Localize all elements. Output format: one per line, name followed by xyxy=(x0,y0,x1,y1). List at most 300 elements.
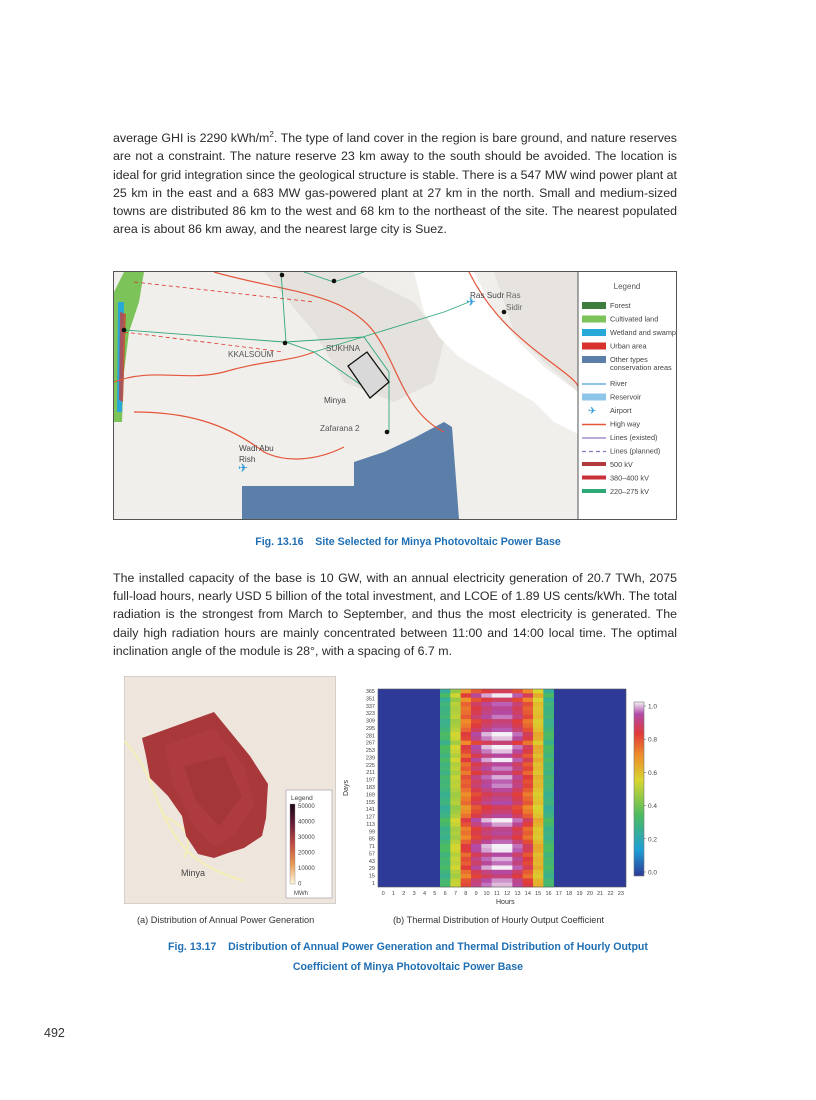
heatmap-cell xyxy=(471,719,482,724)
heatmap-cell xyxy=(461,762,472,767)
heatmap-cell xyxy=(543,801,554,806)
heatmap-cell xyxy=(440,792,451,797)
heatmap-cell xyxy=(440,831,451,836)
heatmap-cell xyxy=(543,689,554,694)
heatmap-x-tick: 2 xyxy=(402,891,406,897)
heatmap-cell xyxy=(512,831,523,836)
map-legend-item xyxy=(582,315,658,324)
heatmap-cell xyxy=(543,878,554,883)
heatmap-cell xyxy=(471,749,482,754)
heatmap-cell xyxy=(461,874,472,879)
heatmap-cell xyxy=(450,741,461,746)
heatmap-cell xyxy=(543,810,554,815)
heatmap-cell xyxy=(450,861,461,866)
heatmap-cell xyxy=(440,797,451,802)
heatmap-cell xyxy=(512,784,523,789)
heatmap-cell xyxy=(492,848,503,853)
heatmap-cell xyxy=(523,784,534,789)
heatmap-x-tick: 5 xyxy=(433,891,437,897)
heatmap-cell xyxy=(523,775,534,780)
heatmap-cell xyxy=(523,827,534,832)
heatmap-cell xyxy=(481,732,492,737)
gen-legend-title: Legend xyxy=(291,795,313,802)
heatmap-cell xyxy=(481,758,492,763)
heatmap-cell xyxy=(523,736,534,741)
gen-legend-tick: 10000 xyxy=(298,866,315,872)
heatmap-cell xyxy=(492,758,503,763)
heatmap-cell xyxy=(440,848,451,853)
heatmap-x-tick: 4 xyxy=(422,891,427,897)
heatmap-cell xyxy=(523,805,534,810)
heatmap-cell xyxy=(481,702,492,707)
heatmap-cell xyxy=(543,779,554,784)
heatmap-cell xyxy=(461,745,472,750)
heatmap-cell xyxy=(481,788,492,793)
heatmap-cell xyxy=(502,844,513,849)
gen-legend-unit: MWh xyxy=(294,891,308,897)
heatmap-cell xyxy=(461,771,472,776)
map-legend-title: Legend xyxy=(613,282,641,291)
heatmap-cell xyxy=(533,702,544,707)
heatmap-cell xyxy=(523,840,534,845)
heatmap-cell xyxy=(502,840,513,845)
legend-swatch xyxy=(582,476,606,480)
heatmap-cell xyxy=(481,818,492,823)
colorbar-tick: 0.6 xyxy=(648,769,658,777)
heatmap-cell xyxy=(440,749,451,754)
heatmap-cell xyxy=(461,719,472,724)
heatmap-cell xyxy=(543,865,554,870)
heatmap-cell xyxy=(533,758,544,763)
heatmap-cell xyxy=(492,801,503,806)
heatmap-y-tick: 197 xyxy=(365,777,375,784)
heatmap-cell xyxy=(440,745,451,750)
map-legend-item xyxy=(582,460,633,469)
heatmap-cell xyxy=(440,810,451,815)
gen-legend-tick: 30000 xyxy=(298,835,315,841)
heatmap-cell xyxy=(461,766,472,771)
heatmap-cell xyxy=(533,801,544,806)
heatmap-cell xyxy=(492,870,503,875)
heatmap-cell xyxy=(523,818,534,823)
heatmap-cell xyxy=(481,827,492,832)
heatmap-cell xyxy=(492,805,503,810)
heatmap-cell xyxy=(461,878,472,883)
heatmap-cell xyxy=(502,831,513,836)
heatmap-cell xyxy=(502,822,513,827)
heatmap-cell xyxy=(450,689,461,694)
heatmap-cell xyxy=(502,754,513,759)
heatmap-cell xyxy=(512,719,523,724)
heatmap-y-tick: 15 xyxy=(368,873,375,880)
heatmap-cell xyxy=(440,732,451,737)
heatmap-cell xyxy=(533,818,544,823)
heatmap-cell xyxy=(461,779,472,784)
heatmap-cell xyxy=(440,865,451,870)
heatmap-cell xyxy=(512,818,523,823)
heatmap-x-tick: 10 xyxy=(483,891,490,897)
heatmap-cell xyxy=(533,784,544,789)
heatmap-cell xyxy=(450,728,461,733)
label-ras: Ras xyxy=(506,291,521,300)
heatmap-cell xyxy=(512,788,523,793)
legend-swatch xyxy=(582,394,606,401)
heatmap-cell xyxy=(481,715,492,720)
heatmap-cell xyxy=(502,857,513,862)
airport-icon: ✈ xyxy=(588,406,597,417)
heatmap-x-tick: 20 xyxy=(586,891,593,897)
heatmap-cell xyxy=(502,788,513,793)
heatmap-cell xyxy=(461,693,472,698)
label-kkalsoum: KKALSOUM xyxy=(228,350,274,359)
heatmap-cell xyxy=(461,728,472,733)
heatmap-cell xyxy=(543,831,554,836)
heatmap-cell xyxy=(440,844,451,849)
heatmap-cell xyxy=(471,762,482,767)
heatmap-cell xyxy=(450,883,461,888)
heatmap-cell xyxy=(450,762,461,767)
heatmap-cell xyxy=(523,732,534,737)
heatmap-cell xyxy=(543,771,554,776)
heatmap-cell xyxy=(481,706,492,711)
heatmap-cell xyxy=(502,745,513,750)
heatmap-cell xyxy=(481,693,492,698)
heatmap-cell xyxy=(523,715,534,720)
heatmap-cell xyxy=(523,719,534,724)
heatmap-y-tick: 295 xyxy=(365,725,375,732)
heatmap-cell xyxy=(450,874,461,879)
heatmap-cell xyxy=(533,831,544,836)
heatmap-cell xyxy=(533,874,544,879)
heatmap-cell xyxy=(492,857,503,862)
heatmap-cells xyxy=(378,689,626,887)
heatmap-cell xyxy=(461,741,472,746)
heatmap-x-tick: 23 xyxy=(617,891,624,897)
heatmap-cell xyxy=(461,736,472,741)
heatmap-cell xyxy=(523,745,534,750)
heatmap-cell xyxy=(543,818,554,823)
heatmap-cell xyxy=(533,870,544,875)
figure-caption-13-16: Fig. 13.16 Site Selected for Minya Photovoltaic Power Base xyxy=(255,536,561,548)
heatmap-cell xyxy=(492,723,503,728)
heatmap-cell xyxy=(502,818,513,823)
site-map xyxy=(114,272,676,519)
heatmap-cell xyxy=(512,771,523,776)
legend-label: Wetland and swamp xyxy=(610,328,676,337)
heatmap-cell xyxy=(440,766,451,771)
heatmap-y-tick: 113 xyxy=(366,821,375,828)
heatmap-cell xyxy=(523,874,534,879)
heatmap-cell xyxy=(450,835,461,840)
heatmap-cell xyxy=(492,745,503,750)
heatmap-y-tick: 127 xyxy=(365,814,375,821)
heatmap-cell xyxy=(492,741,503,746)
heatmap-cell xyxy=(523,693,534,698)
heatmap-cell xyxy=(440,814,451,819)
heatmap-cell xyxy=(471,728,482,733)
legend-swatch xyxy=(582,343,606,350)
heatmap-cell xyxy=(481,754,492,759)
heatmap-cell xyxy=(461,758,472,763)
heatmap-cell xyxy=(543,861,554,866)
heatmap-cell xyxy=(481,831,492,836)
heatmap-cell xyxy=(543,728,554,733)
heatmap-cell xyxy=(533,840,544,845)
heatmap-cell xyxy=(502,848,513,853)
heatmap-cell xyxy=(512,827,523,832)
heatmap-cell xyxy=(512,715,523,720)
heatmap-cell xyxy=(492,827,503,832)
heatmap-cell xyxy=(523,801,534,806)
heatmap-cell xyxy=(440,835,451,840)
heatmap-cell xyxy=(481,865,492,870)
heatmap-cell xyxy=(543,883,554,888)
legend-label: Reservoir xyxy=(610,392,642,402)
body-paragraph-1: average GHI is 2290 kWh/$m^2$. The type of land cover in the region is bare ground, and nature reserves are not a constraint. The nature reserve 23 km away to the south should be avoided. The location is ideal for grid integration since the geological structure is stable. There is a 547 MW wind power plant at 25 km in the east and a 683 MW gas-powered plant at 27 km in the north. Small and medium-sized towns are distributed 86 km to the west and 68 km to the northeast of the site. The nearest populated area is about 86 km away, and the nearest large city is Suez. xyxy=(113,130,677,237)
heatmap-cell xyxy=(471,870,482,875)
heatmap-cell xyxy=(440,741,451,746)
heatmap-cell xyxy=(543,741,554,746)
heatmap-cell xyxy=(450,818,461,823)
heatmap-cell xyxy=(440,840,451,845)
heatmap-cell xyxy=(533,878,544,883)
heatmap-cell xyxy=(440,827,451,832)
heatmap-cell xyxy=(512,870,523,875)
heatmap-cell xyxy=(440,853,451,858)
heatmap-cell xyxy=(512,874,523,879)
heatmap-cell xyxy=(502,706,513,711)
heatmap-cell xyxy=(492,736,503,741)
superscript: 2 xyxy=(269,130,274,139)
heatmap-cell xyxy=(543,788,554,793)
heatmap-cell xyxy=(481,814,492,819)
heatmap-cell xyxy=(523,844,534,849)
heatmap-cell xyxy=(512,775,523,780)
heatmap-cell xyxy=(543,762,554,767)
heatmap-cell xyxy=(492,754,503,759)
heatmap-cell xyxy=(471,848,482,853)
heatmap-cell xyxy=(543,805,554,810)
label-wadi-2: Rish xyxy=(239,455,256,464)
heatmap-cell xyxy=(492,822,503,827)
heatmap-cell xyxy=(481,711,492,716)
heatmap-cell xyxy=(492,883,503,888)
heatmap-cell xyxy=(533,745,544,750)
heatmap-cell xyxy=(533,792,544,797)
heatmap-cell xyxy=(471,857,482,862)
heatmap-cell xyxy=(461,723,472,728)
heatmap-y-tick: 211 xyxy=(366,770,375,777)
legend-swatch xyxy=(582,489,606,493)
heatmap-cell xyxy=(492,711,503,716)
heatmap-cell xyxy=(533,835,544,840)
heatmap-cell xyxy=(471,766,482,771)
legend-label: Forest xyxy=(610,301,631,310)
legend-label: 500 kV xyxy=(610,460,633,469)
heatmap-cell xyxy=(471,810,482,815)
heatmap-cell xyxy=(440,801,451,806)
heatmap-cell xyxy=(450,766,461,771)
heatmap-cell xyxy=(543,702,554,707)
gen-legend-tick: 40000 xyxy=(298,819,315,826)
heatmap-cell xyxy=(502,758,513,763)
heatmap-cell xyxy=(450,715,461,720)
heatmap-cell xyxy=(512,814,523,819)
colorbar-tick: 0.0 xyxy=(648,869,658,877)
heatmap-y-tick: 85 xyxy=(368,836,375,843)
map-legend-item xyxy=(582,301,631,310)
heatmap-cell xyxy=(492,853,503,858)
heatmap-cell xyxy=(450,723,461,728)
heatmap-cell xyxy=(492,788,503,793)
heatmap-cell xyxy=(481,766,492,771)
heatmap-cell xyxy=(523,702,534,707)
heatmap-cell xyxy=(481,749,492,754)
heatmap-cell xyxy=(502,870,513,875)
label-wadi-1: Wadi Abu xyxy=(239,444,274,453)
heatmap-cell xyxy=(533,797,544,802)
heatmap-y-tick: 253 xyxy=(365,748,375,755)
annual-generation-panel xyxy=(124,676,336,904)
heatmap-cell xyxy=(502,689,513,694)
heatmap-cell xyxy=(471,784,482,789)
colorbar-tick: 0.2 xyxy=(648,836,658,844)
heatmap-cell xyxy=(543,715,554,720)
label-sukhna: SUKHNA xyxy=(326,344,361,353)
heatmap-cell xyxy=(512,857,523,862)
heatmap-cell xyxy=(523,749,534,754)
heatmap-cell xyxy=(502,797,513,802)
heatmap-cell xyxy=(461,792,472,797)
heatmap-cell xyxy=(533,766,544,771)
heatmap-cell xyxy=(440,762,451,767)
heatmap-cell xyxy=(481,775,492,780)
heatmap-cell xyxy=(523,792,534,797)
heatmap-cell xyxy=(512,797,523,802)
gen-legend-tick: 50000 xyxy=(298,804,315,810)
heatmap-cell xyxy=(461,775,472,780)
heatmap-cell xyxy=(492,835,503,840)
heatmap-cell xyxy=(481,741,492,746)
heatmap-cell xyxy=(523,853,534,858)
label-ras-sudr: Ras Sudr xyxy=(470,291,505,300)
heatmap-cell xyxy=(440,818,451,823)
heatmap-cell xyxy=(461,706,472,711)
heatmap-cell xyxy=(533,844,544,849)
heatmap-cell xyxy=(461,840,472,845)
heatmap-cell xyxy=(461,827,472,832)
heatmap-cell xyxy=(502,719,513,724)
heatmap-cell xyxy=(481,822,492,827)
heatmap-cell xyxy=(461,784,472,789)
legend-label: Other types conservation areas xyxy=(610,355,672,372)
heatmap-cell xyxy=(543,853,554,858)
heatmap-cell xyxy=(502,715,513,720)
heatmap-cell xyxy=(492,698,503,703)
heatmap-cell xyxy=(481,883,492,888)
heatmap-cell xyxy=(440,861,451,866)
heatmap-x-tick: 11 xyxy=(493,891,500,897)
map-legend-item xyxy=(582,474,649,483)
heatmap-cell xyxy=(471,693,482,698)
heatmap-y-tick: 57 xyxy=(368,851,375,858)
map-legend-item xyxy=(582,487,649,496)
airport-icon: ✈ xyxy=(238,461,249,475)
legend-label: Lines (planned) xyxy=(610,446,661,456)
heatmap-cell xyxy=(543,749,554,754)
heatmap-cell xyxy=(492,874,503,879)
heatmap-cell xyxy=(481,771,492,776)
heatmap-cell xyxy=(512,792,523,797)
heatmap-cell xyxy=(471,865,482,870)
heatmap-cell xyxy=(471,779,482,784)
heatmap-cell xyxy=(533,788,544,793)
heatmap-cell xyxy=(481,698,492,703)
heatmap-cell xyxy=(471,702,482,707)
heatmap-cell xyxy=(543,732,554,737)
heatmap-y-label: Days xyxy=(343,780,350,796)
heatmap-cell xyxy=(461,835,472,840)
heatmap-cell xyxy=(533,732,544,737)
heatmap-cell xyxy=(512,736,523,741)
heatmap-cell xyxy=(533,771,544,776)
heatmap-cell xyxy=(440,822,451,827)
heatmap-cell xyxy=(440,805,451,810)
heatmap-cell xyxy=(481,835,492,840)
heatmap-cell xyxy=(471,835,482,840)
heatmap-y-tick: 309 xyxy=(365,718,375,725)
heatmap-cell xyxy=(440,711,451,716)
heatmap-cell xyxy=(492,702,503,707)
heatmap-cell xyxy=(471,840,482,845)
heatmap-cell xyxy=(523,857,534,862)
heatmap-cell xyxy=(543,814,554,819)
heatmap-cell xyxy=(533,883,544,888)
airport-icon: ✈ xyxy=(466,295,477,309)
heatmap-x-tick: 17 xyxy=(555,891,562,897)
heatmap-x-tick: 21 xyxy=(597,891,604,897)
heatmap-cell xyxy=(450,775,461,780)
heatmap-cell xyxy=(450,848,461,853)
heatmap-cell xyxy=(523,814,534,819)
heatmap-cell xyxy=(481,736,492,741)
heatmap-cell xyxy=(533,848,544,853)
heatmap-cell xyxy=(481,792,492,797)
heatmap-cell xyxy=(471,706,482,711)
heatmap-cell xyxy=(533,711,544,716)
heatmap-cell xyxy=(461,698,472,703)
heatmap-cell xyxy=(502,711,513,716)
heatmap-cell xyxy=(543,693,554,698)
gen-legend-tick: 0 xyxy=(298,881,302,888)
map-legend xyxy=(582,301,676,496)
heatmap-cell xyxy=(481,844,492,849)
heatmap-cell xyxy=(543,792,554,797)
heatmap-y-tick: 239 xyxy=(365,755,375,762)
heatmap-cell xyxy=(502,762,513,767)
map-legend-item xyxy=(582,393,642,402)
heatmap-cell xyxy=(512,693,523,698)
heatmap-cell xyxy=(502,792,513,797)
heatmap-cell xyxy=(512,865,523,870)
map-legend-item xyxy=(582,433,657,442)
legend-label: Airport xyxy=(610,406,632,415)
heatmap-cell xyxy=(461,818,472,823)
heatmap-cell xyxy=(481,719,492,724)
legend-label: High way xyxy=(610,419,641,429)
heatmap-cell xyxy=(543,723,554,728)
heatmap-cell xyxy=(492,732,503,737)
